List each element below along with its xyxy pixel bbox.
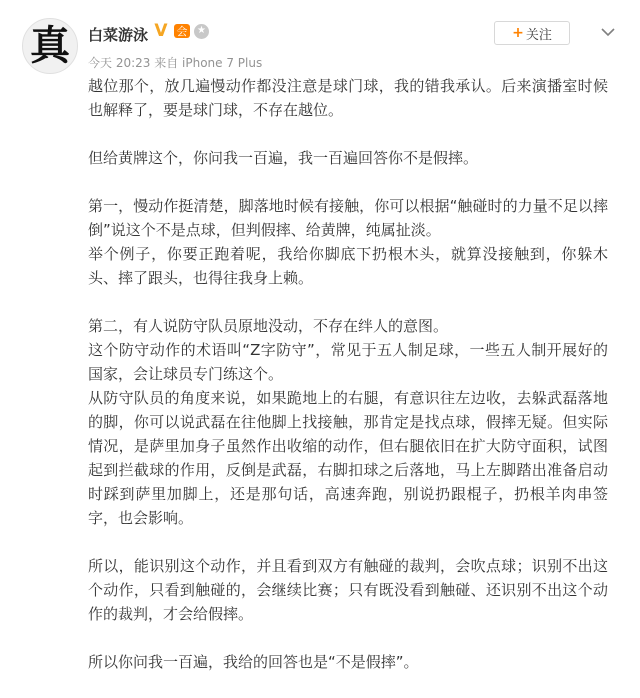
post-header <box>0 0 640 78</box>
post-text-line: 第二，有人说防守队员原地没动，不存在绊人的意图。 <box>88 317 449 335</box>
author-name[interactable]: 白菜游泳 <box>88 26 149 44</box>
post-text-line: 所以，能识别这个动作，并且看到双方有触碰的裁判，会吹点球；识别不出这个动作，只看到触碰的，会继续比赛；只有既没看到触碰、还识别不出这个动作的裁判，才会给假摔。 <box>88 557 608 623</box>
follow-label: 关注 <box>525 27 552 43</box>
post-text-line: 举个例子，你要正跑着呢，我给你脚底下扔根木头，就算没接触到，你躲木头、摔了跟头，也得往我身上赖。 <box>88 245 608 287</box>
post-body <box>88 74 608 698</box>
post-paragraph <box>88 74 608 122</box>
post-text-line: 所以你问我一百遍，我给的回答也是“不是假摔”。 <box>88 653 419 671</box>
avatar-glyph: 真 <box>30 22 70 69</box>
post-text-line: 从防守队员的角度来说，如果跪地上的右腿，有意识往左边收，去躲武磊落地的脚，你可以说武磊在往他脚上找接触，那肯定是找点球，假摔无疑。但实际情况，是萨里加身子虽然作出收缩的动作，但右腿依旧在扩大防守面积，试图起到拦截球的作用，反倒是武磊，右脚扣球之后落地，马上左脚踏出准备启动时踩到萨里加脚上，还是那句话，高速奔跑，别说扔跟棍子，扔根羊肉串签字，也会影响。 <box>88 389 608 527</box>
post-text-line: 但给黄牌这个，你问我一百遍，我一百遍回答你不是假摔。 <box>88 149 479 167</box>
medal-icon[interactable]: ★ <box>194 24 209 39</box>
post-paragraph <box>88 554 608 626</box>
avatar[interactable] <box>22 18 78 74</box>
post-paragraph <box>88 650 608 674</box>
post-paragraph <box>88 146 608 170</box>
post-text-line: 越位那个，放几遍慢动作都没注意是球门球，我的错我承认。后来演播室时候也解释了，要是球门球，不存在越位。 <box>88 77 608 119</box>
post-meta: 今天 20:23 来自 iPhone 7 Plus <box>88 56 263 70</box>
follow-button[interactable] <box>494 21 570 45</box>
verified-v-icon[interactable]: V <box>154 20 168 41</box>
chevron-down-icon[interactable] <box>600 24 616 40</box>
post-text-line: 这个防守动作的术语叫“Z字防守”，常见于五人制足球，一些五人制开展好的国家，会让球员专门练这个。 <box>88 341 608 383</box>
plus-icon: + <box>512 25 524 41</box>
post-text-line: 第一，慢动作挺清楚，脚落地时候有接触，你可以根据“触碰时的力量不足以摔倒”说这个不是点球，但判假摔、给黄牌，纯属扯淡。 <box>88 197 608 239</box>
post-paragraph <box>88 314 608 530</box>
member-icon[interactable]: 会 <box>174 24 190 38</box>
post-paragraph <box>88 194 608 290</box>
author-badges <box>152 22 209 40</box>
